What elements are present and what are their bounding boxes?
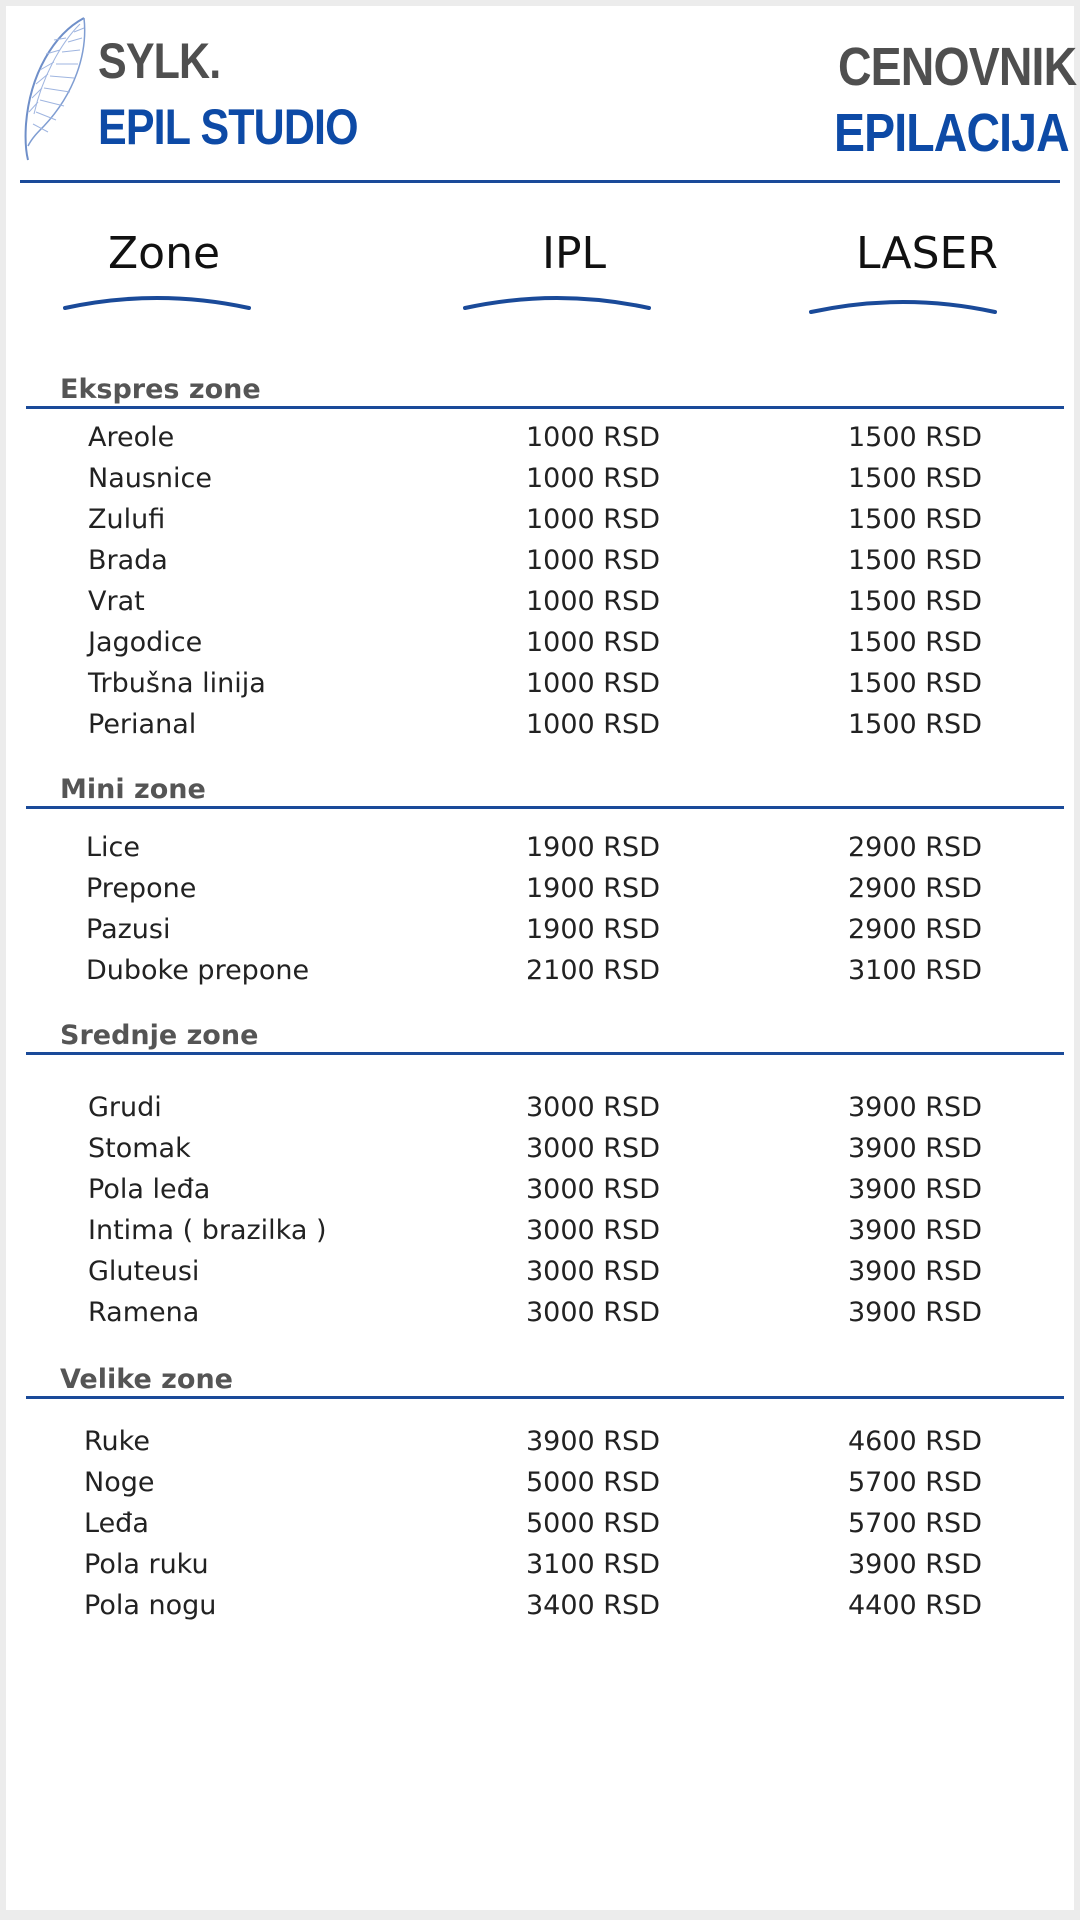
zone-name: Stomak <box>88 1133 191 1164</box>
zone-name: Perianal <box>88 709 197 740</box>
price-list-page <box>6 6 1077 1910</box>
ipl-price: 1900 RSD <box>526 873 660 904</box>
feather-icon <box>14 14 92 164</box>
zone-name: Noge <box>84 1467 155 1498</box>
ipl-price: 1000 RSD <box>526 709 660 740</box>
section-title: Srednje zone <box>60 1020 259 1051</box>
laser-price: 4600 RSD <box>848 1426 982 1457</box>
price-row <box>6 1549 1074 1589</box>
price-row <box>6 1590 1074 1630</box>
ipl-price: 3400 RSD <box>526 1590 660 1621</box>
section-divider <box>26 1052 1064 1055</box>
laser-price: 1500 RSD <box>848 709 982 740</box>
laser-price: 1500 RSD <box>848 422 982 453</box>
price-row <box>6 914 1074 954</box>
laser-price: 3900 RSD <box>848 1174 982 1205</box>
laser-underline-arc <box>808 294 998 318</box>
section-divider <box>26 1396 1064 1399</box>
ipl-price: 3900 RSD <box>526 1426 660 1457</box>
ipl-price: 3100 RSD <box>526 1549 660 1580</box>
laser-price: 3900 RSD <box>848 1092 982 1123</box>
page-title: CENOVNIK <box>838 37 1077 97</box>
ipl-price: 5000 RSD <box>526 1467 660 1498</box>
price-row <box>6 504 1074 544</box>
section-divider <box>26 806 1064 809</box>
zone-name: Prepone <box>86 873 197 904</box>
zone-name: Ruke <box>84 1426 150 1457</box>
zone-name: Brada <box>88 545 168 576</box>
brand-subtitle: EPIL STUDIO <box>98 99 358 155</box>
zone-name: Leđa <box>84 1508 149 1539</box>
zone-name: Zulufi <box>88 504 166 535</box>
price-row <box>6 1426 1074 1466</box>
zone-name: Lice <box>86 832 140 863</box>
column-header-laser: LASER <box>856 228 998 279</box>
laser-price: 5700 RSD <box>848 1467 982 1498</box>
ipl-price: 3000 RSD <box>526 1092 660 1123</box>
ipl-price: 1900 RSD <box>526 832 660 863</box>
price-row <box>6 422 1074 462</box>
ipl-price: 1000 RSD <box>526 586 660 617</box>
price-row <box>6 463 1074 503</box>
section-title: Velike zone <box>60 1364 233 1395</box>
ipl-price: 1000 RSD <box>526 422 660 453</box>
laser-price: 1500 RSD <box>848 545 982 576</box>
ipl-price: 1000 RSD <box>526 668 660 699</box>
zone-name: Trbušna linija <box>88 668 266 699</box>
section-title: Ekspres zone <box>60 374 261 405</box>
section-divider <box>26 406 1064 409</box>
zone-name: Pola nogu <box>84 1590 217 1621</box>
ipl-price: 5000 RSD <box>526 1508 660 1539</box>
zone-name: Pola leđa <box>88 1174 211 1205</box>
ipl-price: 3000 RSD <box>526 1133 660 1164</box>
laser-price: 3900 RSD <box>848 1133 982 1164</box>
ipl-price: 3000 RSD <box>526 1256 660 1287</box>
price-row <box>6 873 1074 913</box>
zone-name: Gluteusi <box>88 1256 200 1287</box>
laser-price: 1500 RSD <box>848 668 982 699</box>
column-header-ipl: IPL <box>542 228 607 279</box>
zone-underline-arc <box>62 290 252 314</box>
ipl-price: 3000 RSD <box>526 1297 660 1328</box>
header-divider <box>20 180 1060 183</box>
laser-price: 1500 RSD <box>848 586 982 617</box>
laser-price: 1500 RSD <box>848 627 982 658</box>
price-row <box>6 586 1074 626</box>
zone-name: Intima ( brazilka ) <box>88 1215 327 1246</box>
ipl-price: 1000 RSD <box>526 627 660 658</box>
price-row <box>6 1467 1074 1507</box>
zone-name: Ramena <box>88 1297 200 1328</box>
price-row <box>6 1508 1074 1548</box>
price-row <box>6 1215 1074 1255</box>
zone-name: Pola ruku <box>84 1549 209 1580</box>
column-header-zone: Zone <box>108 228 221 279</box>
laser-price: 1500 RSD <box>848 504 982 535</box>
laser-price: 3900 RSD <box>848 1256 982 1287</box>
ipl-price: 2100 RSD <box>526 955 660 986</box>
price-row <box>6 1133 1074 1173</box>
section-title: Mini zone <box>60 774 206 805</box>
zone-name: Nausnice <box>88 463 212 494</box>
price-row <box>6 1256 1074 1296</box>
laser-price: 5700 RSD <box>848 1508 982 1539</box>
ipl-price: 3000 RSD <box>526 1174 660 1205</box>
zone-name: Pazusi <box>86 914 171 945</box>
laser-price: 2900 RSD <box>848 832 982 863</box>
laser-price: 2900 RSD <box>848 873 982 904</box>
laser-price: 4400 RSD <box>848 1590 982 1621</box>
price-row <box>6 709 1074 749</box>
ipl-price: 1000 RSD <box>526 545 660 576</box>
zone-name: Vrat <box>88 586 145 617</box>
zone-name: Grudi <box>88 1092 162 1123</box>
price-row <box>6 1092 1074 1132</box>
price-row <box>6 668 1074 708</box>
ipl-price: 1900 RSD <box>526 914 660 945</box>
laser-price: 3900 RSD <box>848 1297 982 1328</box>
price-row <box>6 545 1074 585</box>
laser-price: 3900 RSD <box>848 1549 982 1580</box>
zone-name: Duboke prepone <box>86 955 310 986</box>
zone-name: Areole <box>88 422 175 453</box>
brand-name: SYLK. <box>98 33 221 89</box>
laser-price: 3100 RSD <box>848 955 982 986</box>
price-row <box>6 627 1074 667</box>
laser-price: 3900 RSD <box>848 1215 982 1246</box>
laser-price: 2900 RSD <box>848 914 982 945</box>
ipl-price: 1000 RSD <box>526 463 660 494</box>
ipl-price: 1000 RSD <box>526 504 660 535</box>
laser-price: 1500 RSD <box>848 463 982 494</box>
price-row <box>6 955 1074 995</box>
price-row <box>6 1297 1074 1337</box>
zone-name: Jagodice <box>88 627 203 658</box>
ipl-underline-arc <box>462 290 652 314</box>
price-row <box>6 832 1074 872</box>
page-subtitle: EPILACIJA <box>834 103 1069 163</box>
price-row <box>6 1174 1074 1214</box>
ipl-price: 3000 RSD <box>526 1215 660 1246</box>
